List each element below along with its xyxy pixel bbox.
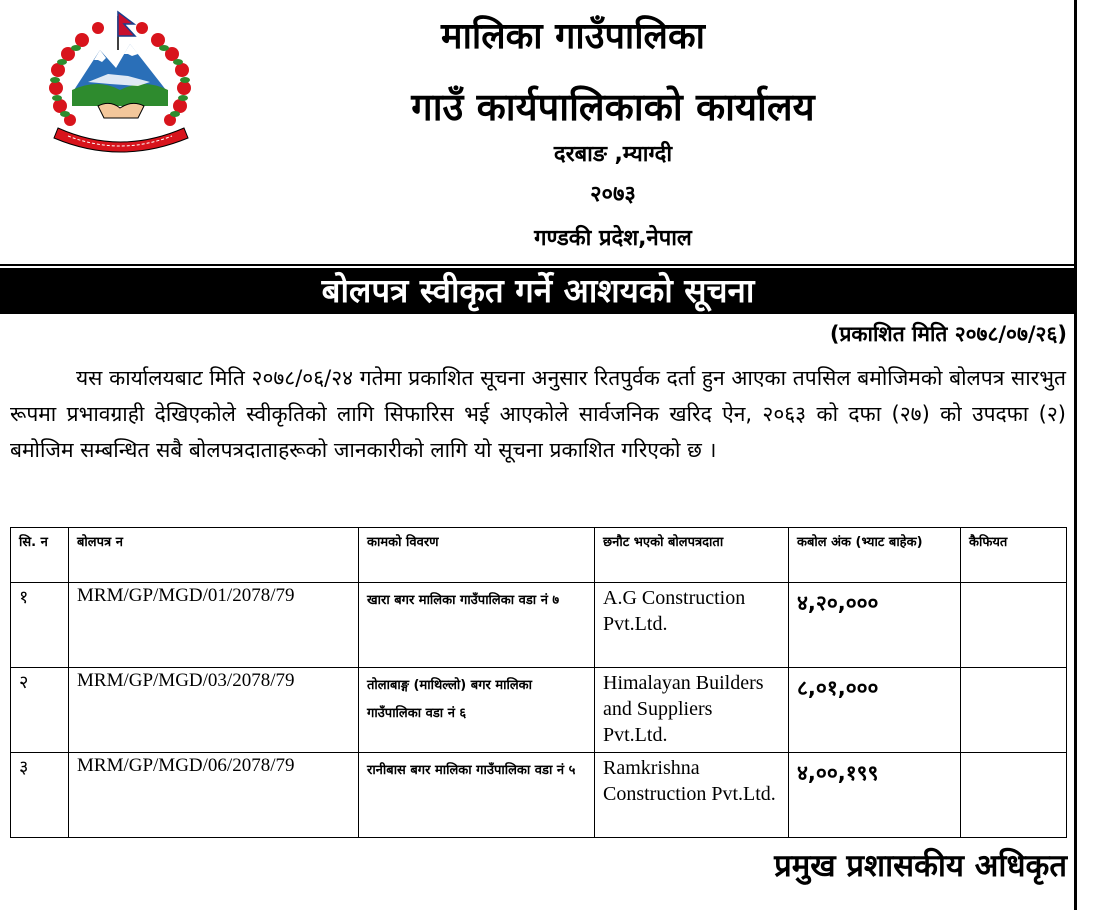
header-remarks: कैफियत bbox=[961, 528, 1067, 583]
header-serial: सि. न bbox=[11, 528, 69, 583]
address: दरबाङ ,म्याग्दी bbox=[553, 142, 673, 167]
notice-body: यस कार्यालयबाट मिति २०७८/०६/२४ गतेमा प्रकाशित सूचना अनुसार रितपुर्वक दर्ता हुन आएका तपसिल बमोजिमको बोलपत्र सारभुत रूपमा प्रभावग्राही देखिएकोले स्वीकृतिको लागि सिफारिस भई आएकोले सार्वजनिक खरिद ऐन, २०६३ को दफा (२७) को उपदफा (२) बमोजिम सम्बन्धित सबै बोलपत्रदाताहरूको जानकारीको लागि यो सूचना प्रकाशित गरिएको छ । bbox=[10, 366, 1066, 462]
cell-amount: ४,००,१९९ bbox=[789, 753, 961, 838]
cell-bid-no: MRM/GP/MGD/03/2078/79 bbox=[69, 668, 359, 753]
cell-bidder: Himalayan Builders and Suppliers Pvt.Ltd. bbox=[595, 668, 789, 753]
table-row bbox=[11, 583, 1067, 668]
cell-serial: ३ bbox=[11, 753, 69, 838]
header-amount: कबोल अंक (भ्याट बाहेक) bbox=[789, 528, 961, 583]
table-row bbox=[11, 668, 1067, 753]
page-border-right bbox=[1074, 0, 1077, 910]
bid-table bbox=[10, 527, 1067, 838]
table-row bbox=[11, 753, 1067, 838]
province: गण्डकी प्रदेश,नेपाल bbox=[534, 226, 692, 251]
cell-remarks bbox=[961, 668, 1067, 753]
cell-serial: १ bbox=[11, 583, 69, 668]
cell-work-desc: तोलाबाङ्ग (माथिल्लो) बगर मालिका गाउँपालिका वडा नं ६ bbox=[359, 668, 595, 753]
notice-title: बोलपत्र स्वीकृत गर्ने आशयको सूचना bbox=[0, 268, 1076, 314]
published-date: (प्रकाशित मिति २०७८/०७/२६) bbox=[829, 322, 1067, 346]
header-bidder: छनौट भएको बोलपत्रदाता bbox=[595, 528, 789, 583]
org-name: मालिका गाउँपालिका bbox=[441, 16, 705, 57]
cell-bidder: A.G Construction Pvt.Ltd. bbox=[595, 583, 789, 668]
header-work-desc: कामको विवरण bbox=[359, 528, 595, 583]
cell-bid-no: MRM/GP/MGD/06/2078/79 bbox=[69, 753, 359, 838]
cell-work-desc: रानीबास बगर मालिका गाउँपालिका वडा नं ५ bbox=[359, 753, 595, 838]
cell-bid-no: MRM/GP/MGD/01/2078/79 bbox=[69, 583, 359, 668]
cell-amount: ८,०१,००० bbox=[789, 668, 961, 753]
signature-title: प्रमुख प्रशासकीय अधिकृत bbox=[774, 848, 1067, 884]
office-name: गाउँ कार्यपालिकाको कार्यालय bbox=[411, 85, 815, 129]
cell-remarks bbox=[961, 583, 1067, 668]
cell-amount: ४,२०,००० bbox=[789, 583, 961, 668]
cell-bidder: Ramkrishna Construction Pvt.Ltd. bbox=[595, 753, 789, 838]
header-divider bbox=[0, 264, 1076, 266]
cell-work-desc: खारा बगर मालिका गाउँपालिका वडा नं ७ bbox=[359, 583, 595, 668]
table-header-row bbox=[11, 528, 1067, 583]
cell-serial: २ bbox=[11, 668, 69, 753]
year: २०७३ bbox=[590, 182, 636, 207]
cell-remarks bbox=[961, 753, 1067, 838]
header-bid-no: बोलपत्र न bbox=[69, 528, 359, 583]
